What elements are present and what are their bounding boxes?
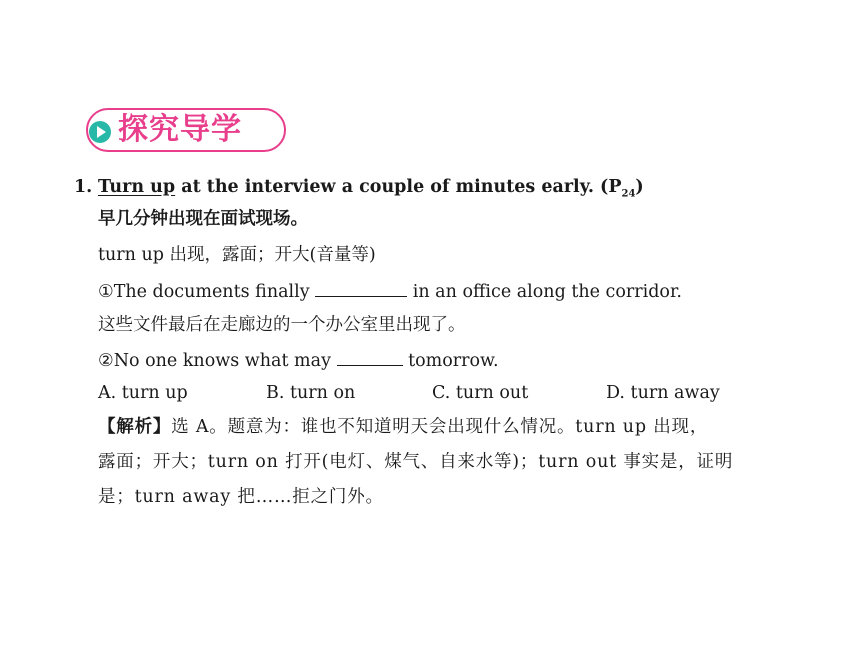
key-phrase: Turn up <box>98 177 176 197</box>
play-icon <box>89 121 111 143</box>
page-ref: $(P_{24})$ <box>600 177 644 200</box>
analysis-line-2: 露面；开大；turn on 打开(电灯、煤气、自来水等)；turn out 事实是，证明 <box>98 452 734 472</box>
option-a[interactable]: A. turn up <box>98 383 188 403</box>
analysis-label: 【解析】 <box>98 417 172 437</box>
analysis-line-1: 【解析】选 A。题意为：谁也不知道明天会出现什么情况。turn up 出现， <box>98 417 709 437</box>
sentence-rest: at the interview a couple of minutes early. <box>175 177 594 197</box>
answer-blank-1[interactable] <box>315 278 407 297</box>
question-1-translation: 这些文件最后在走廊边的一个办公室里出现了。 <box>98 315 466 335</box>
item-number: 1. <box>74 177 93 197</box>
option-b[interactable]: B. turn on <box>266 383 356 403</box>
option-c[interactable]: C. turn out <box>432 383 529 403</box>
question-2: ②No one knows what may tomorrow. <box>98 347 499 373</box>
question-1: ①The documents finally in an office along the corridor. <box>98 278 682 304</box>
answer-blank-2[interactable] <box>337 347 403 366</box>
analysis-line-3: 是；turn away 把……拒之门外。 <box>98 487 384 507</box>
phrase-meaning: turn up 出现，露面；开大(音量等) <box>98 245 376 265</box>
option-d[interactable]: D. turn away <box>606 383 720 403</box>
sentence-translation: 早几分钟出现在面试现场。 <box>98 209 308 229</box>
section-title: 探究导学 <box>118 112 242 147</box>
example-sentence <box>98 175 644 207</box>
